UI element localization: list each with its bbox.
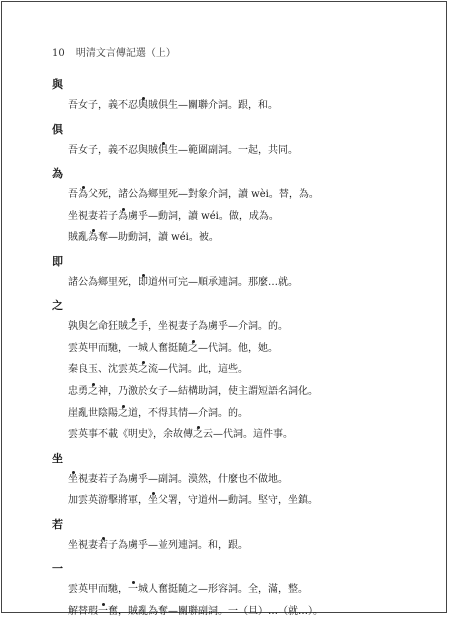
book-title: 明清文言傳記選（上） [75,48,176,59]
example-line [68,342,412,356]
emphasized-char: 之 [193,429,203,441]
example-line [68,144,412,158]
entry [52,123,412,158]
example-line [68,363,412,377]
entry-headword: 與 [52,78,63,91]
example-text: 吾 [68,189,78,200]
example-line [68,583,412,597]
example-text: 坐視妻若子 [68,210,118,222]
example-line [68,276,412,290]
emphasized-char: 俱 [158,144,168,156]
entry-headword: 一 [52,562,63,576]
emphasized-char: 一 [98,605,108,617]
example-line [68,428,412,442]
emphasized-char: 之 [188,342,198,354]
example-text: 雲英事不載《明史》，余故傳 [68,429,193,441]
entry [52,167,412,245]
example-text: 吾女子，義不忍與賊 [68,144,158,156]
emphasized-char: 之 [128,321,138,333]
example-text: 坐視妻 [68,539,98,551]
page-number: 10 [52,48,65,59]
emphasized-char: 為 [118,210,128,222]
example-line [68,473,412,487]
entry-headword: 之 [52,299,63,313]
running-header [52,44,176,59]
example-text: 賊俱生—關聯介詞。跟，和。 [148,100,278,111]
example-line [68,385,412,399]
emphasized-char: 之 [88,385,98,397]
example-line [68,210,412,224]
example-text: 諸公為鄉里死， [68,276,138,288]
example-text: 子為虜乎—並列連詞。和，跟。 [108,539,248,551]
example-text: 道，不得其情—介詞。的。 [128,407,248,419]
example-line [68,99,412,113]
example-line [68,188,412,202]
emphasized-char: 之 [138,364,148,376]
example-text: 神，乃激於女子—結構助詞，使主謂短語名詞化。 [98,385,318,397]
entry [52,562,412,619]
example-text: —代詞。他，她。 [198,342,278,354]
emphasized-char: 為 [88,232,98,244]
emphasized-char: 坐 [148,495,158,507]
example-line [68,407,412,421]
emphasized-char: 即 [138,276,148,288]
emphasized-char: 與 [138,100,148,111]
example-text: 道州可完—順承連詞。那麼…就。 [148,276,298,288]
entry [52,518,412,553]
example-text: 奮，賊亂為奪—關聯副詞。一（旦）…（就…）。 [108,605,323,617]
entry-headword: 即 [52,254,63,268]
example-text: 秦良玉、沈雲英 [68,364,138,376]
entry [52,452,412,509]
example-text: 城人奮挺隨之—形容詞。全，滿，整。 [138,584,308,596]
example-text: 虜乎—動詞，讀 wéi。做，成為。 [128,210,279,222]
emphasized-char: 若 [98,539,108,551]
emphasized-char: 坐 [68,473,78,485]
entry [52,255,412,290]
example-text: 父死，諸公為鄉里死—對象介詞，讀 wèi。替，為。 [88,189,319,200]
example-line [68,605,412,619]
entry-headword: 為 [52,167,63,180]
emphasized-char: 之 [118,407,128,419]
example-line [68,539,412,553]
example-text: 吾女子，義不忍 [68,100,138,111]
emphasized-char: 一 [128,584,138,596]
example-text: 雲英甲而馳， [68,584,128,596]
emphasized-char: 為 [78,189,88,200]
example-text: 生—範圍副詞。一起，共同。 [168,144,298,156]
glossary-content [52,78,412,628]
example-text: 奪—助動詞，讀 wéi。被。 [98,232,219,244]
example-text: 父署，守道州—動詞。堅守，坐鎮。 [158,495,318,507]
example-line [68,231,412,245]
example-text: 孰與乞命狂賊 [68,321,128,333]
example-text: 視妻若子為虜乎—副詞。漠然，什麼也不做地。 [78,473,288,485]
entry [52,299,412,442]
example-text: 云—代詞。這件事。 [203,429,293,441]
document-page [1,1,447,617]
example-line [68,320,412,334]
example-text: 手，坐視妻子為虜乎—介詞。的。 [138,321,288,333]
example-text: 加雲英游擊將軍， [68,495,148,507]
entry [52,78,412,113]
example-text: 流—代詞。此，這些。 [148,364,248,376]
example-line [68,494,412,508]
entry-headword: 坐 [52,451,63,465]
example-text: 忠勇 [68,385,88,397]
example-text: 賊亂 [68,232,88,244]
entry-headword: 俱 [52,122,63,136]
example-text: 雲英甲而馳，一城人奮挺隨 [68,342,188,354]
entry-headword: 若 [52,517,63,531]
example-text: 崖亂世陰陽 [68,407,118,419]
example-text: 解替瑕 [68,605,98,617]
